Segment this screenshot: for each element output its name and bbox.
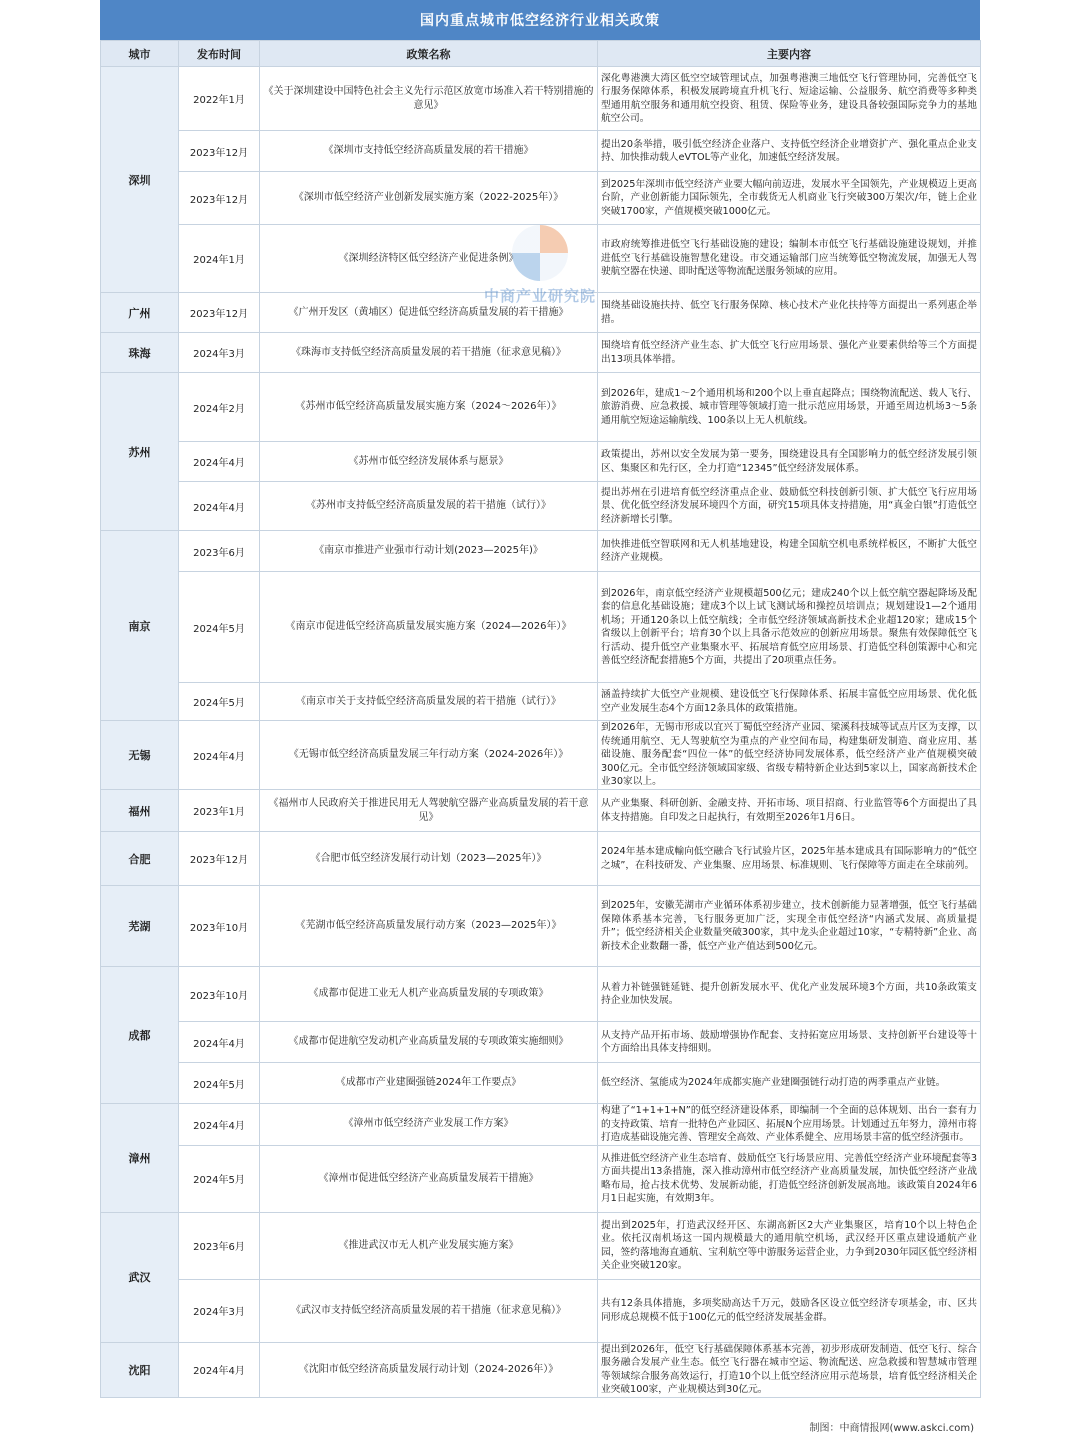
policy-name-cell: 《福州市人民政府关于推进民用无人驾驶航空器产业高质量发展的若干意见》 [260, 790, 598, 832]
source-footer: 制图：中商情报网(www.askci.com) [809, 1423, 974, 1434]
content-cell: 提出到2025年，打造武汉经开区、东湖高新区2大产业集聚区，培育10个以上特色企业。依托汉南机场这一国内规模最大的通用航空机场，武汉经开区重点建设通航产业园，签约落地海直通航、宝利航空等中游服务运营企业，力争到2030年园区低空经济相关企业突破120家。 [598, 1212, 981, 1279]
content-cell: 深化粤港澳大湾区低空空域管理试点，加强粤港澳三地低空飞行管理协同，完善低空飞行服务保障体系，积极发展跨境直升机飞行、短途运输、公益服务、航空消费等多种类型通用航空服务和通用航空投资、租赁、保险等业务，建设具备较强国际竞争力的基地航空公司。 [598, 67, 981, 131]
table-row [101, 1279, 981, 1342]
content-cell: 从支持产品开拓市场、鼓励增强协作配套、支持拓宽应用场景、支持创新平台建设等十个方面给出具体支持细则。 [598, 1022, 981, 1063]
watermark-text: 中商产业研究院 [483, 287, 596, 305]
content-cell: 提出到2026年，低空飞行基础保障体系基本完善，初步形成研发制造、低空飞行、综合服务融合发展产业生态。低空飞行器在城市空运、物流配送、应急救援和智慧城市管理等领域综合服务高效运行，打造10个以上低空经济应用示范场景，培育低空经济相关企业突破100家，产业规模达到30亿元。 [598, 1342, 981, 1397]
policy-table-body [101, 67, 981, 1398]
table-row [101, 531, 981, 572]
date-cell: 2022年1月 [179, 67, 260, 131]
table-row [101, 572, 981, 683]
content-cell: 围绕基础设施扶持、低空飞行服务保障、核心技术产业化扶持等方面提出一系列惠企举措。 [598, 293, 981, 333]
table-row [101, 1342, 981, 1397]
content-cell: 政策提出，苏州以安全发展为第一要务，围绕建设具有全国影响力的低空经济发展引领区、集聚区和先行区，全力打造“12345”低空经济发展体系。 [598, 442, 981, 482]
table-row [101, 790, 981, 832]
header-content: 主要内容 [598, 41, 981, 67]
city-cell: 合肥 [101, 832, 179, 886]
table-row [101, 131, 981, 172]
date-cell: 2024年5月 [179, 1063, 260, 1104]
content-cell: 到2025年深圳市低空经济产业要大幅向前迈进，发展水平全国领先，产业规模迈上更高台阶，产业创新能力国际领先，全市载货无人机商业飞行突破300万架次/年，链上企业突破1700家，产值规模突破1000亿元。 [598, 172, 981, 225]
content-cell: 提出20条举措，吸引低空经济企业落户、支持低空经济企业增资扩产、强化重点企业支持、加快推动载人eVTOL等产业化，加速低空经济发展。 [598, 131, 981, 172]
date-cell: 2024年4月 [179, 1022, 260, 1063]
content-cell: 构建了“1+1+1+N”的低空经济建设体系，即编制一个全面的总体规划、出台一套有力的支持政策、培育一批特色产业园区、拓展N个应用场景。计划通过五年努力，漳州市将打造成基础设施完善、管理安全高效、产业体系健全、应用场景丰富的低空经济强市。 [598, 1104, 981, 1146]
table-row [101, 683, 981, 721]
table-row [101, 967, 981, 1022]
date-cell: 2024年3月 [179, 333, 260, 373]
content-cell: 涵盖持续扩大低空产业规模、建设低空飞行保障体系、拓展丰富低空应用场景、优化低空产业发展生态4个方面12条具体的政策措施。 [598, 683, 981, 721]
date-cell: 2024年3月 [179, 1279, 260, 1342]
city-cell: 深圳 [101, 67, 179, 293]
policy-name-cell: 《南京市推进产业强市行动计划(2023—2025年)》 [260, 531, 598, 572]
date-cell: 2023年12月 [179, 293, 260, 333]
policy-name-cell: 《珠海市支持低空经济高质量发展的若干措施（征求意见稿）》 [260, 333, 598, 373]
date-cell: 2023年1月 [179, 790, 260, 832]
date-cell: 2024年5月 [179, 572, 260, 683]
date-cell: 2024年4月 [179, 1104, 260, 1146]
table-row [101, 333, 981, 373]
date-cell: 2023年6月 [179, 531, 260, 572]
policy-name-cell: 《苏州市支持低空经济高质量发展的若干措施（试行）》 [260, 482, 598, 531]
date-cell: 2024年1月 [179, 225, 260, 293]
policy-name-cell: 《关于深圳建设中国特色社会主义先行示范区放宽市场准入若干特别措施的意见》 [260, 67, 598, 131]
city-cell: 珠海 [101, 333, 179, 373]
policy-name-cell: 《成都市产业建圈强链2024年工作要点》 [260, 1063, 598, 1104]
policy-name-cell: 《推进武汉市无人机产业发展实施方案》 [260, 1212, 598, 1279]
date-cell: 2023年12月 [179, 172, 260, 225]
policy-name-cell: 《成都市促进航空发动机产业高质量发展的专项政策实施细则》 [260, 1022, 598, 1063]
content-cell: 2024年基本建成輸向低空融合飞行试验片区，2025年基本建成具有国际影响力的“低空之城”，在科技研发、产业集聚、应用场景、标准规则、飞行保障等方面走在全球前列。 [598, 832, 981, 886]
table-row [101, 1022, 981, 1063]
content-cell: 到2026年，无锡市形成以宜兴丁蜀低空经济产业园、梁溪科技城等试点片区为支撑，以传统通用航空、无人驾驶航空为重点的产业空间布局，构建集研发制造、商业应用、基础设施、服务配套“四位一体”的低空经济协同发展体系，低空经济产业产值规模突破300亿元。全市低空经济领域国家级、省级专精特新企业达到5家以上，国家高新技术企业30家以上。 [598, 721, 981, 790]
table-row [101, 225, 981, 293]
content-cell: 市政府统筹推进低空飞行基础设施的建设；编制本市低空飞行基础设施建设规划，并推进低空飞行基础设施智慧化建设。市交通运输部门应当统筹低空物流发展，加强无人驾驶航空器在快递、即时配送等物流配送服务领域的应用。 [598, 225, 981, 293]
city-cell: 武汉 [101, 1212, 179, 1342]
content-cell: 到2026年，南京低空经济产业规模超500亿元；建成240个以上低空航空器起降场及配套的信息化基础设施；建成3个以上试飞测试场和操控员培训点；规划建设1—2个通用机场；开通120条以上低空航线；全市低空经济领域高新技术企业超120家；建成15个省级以上创新平台；培育30个以上具备示范效应的创新应用场景。聚焦有效保障低空飞行活动、提升低空产业集聚水平、拓展培育低空应用场景、打造低空科创策源中心和完善低空经济配套措施5个方面，共提出了20项重点任务。 [598, 572, 981, 683]
date-cell: 2023年6月 [179, 1212, 260, 1279]
header-row [101, 41, 981, 67]
table-row [101, 1104, 981, 1146]
policy-name-cell: 《无锡市低空经济高质量发展三年行动方案（2024-2026年）》 [260, 721, 598, 790]
date-cell: 2024年4月 [179, 482, 260, 531]
table-row [101, 482, 981, 531]
policy-name-cell: 《漳州市促进低空经济产业高质量发展若干措施》 [260, 1145, 598, 1212]
city-cell: 广州 [101, 293, 179, 333]
table-row [101, 1212, 981, 1279]
header-policy: 政策名称 [260, 41, 598, 67]
policy-name-cell: 《广州开发区（黄埔区）促进低空经济高质量发展的若干措施》 [260, 293, 598, 333]
city-cell: 福州 [101, 790, 179, 832]
policy-name-cell: 《成都市促进工业无人机产业高质量发展的专项政策》 [260, 967, 598, 1022]
table-row [101, 172, 981, 225]
content-cell: 围绕培育低空经济产业生态、扩大低空飞行应用场景、强化产业要素供给等三个方面提出13项具体举措。 [598, 333, 981, 373]
header-city: 城市 [101, 41, 179, 67]
content-cell: 低空经济、氢能成为2024年成都实施产业建圈强链行动打造的两季重点产业链。 [598, 1063, 981, 1104]
policy-name-cell: 《沈阳市低空经济高质量发展行动计划（2024-2026年）》 [260, 1342, 598, 1397]
table-row [101, 1145, 981, 1212]
city-cell: 无锡 [101, 721, 179, 790]
city-cell: 芜湖 [101, 886, 179, 967]
content-cell: 加快推进低空智联网和无人机基地建设，构建全国航空机电系统样板区，不断扩大低空经济产业规模。 [598, 531, 981, 572]
table-title: 国内重点城市低空经济行业相关政策 [100, 0, 980, 40]
table-row [101, 721, 981, 790]
content-cell: 从产业集聚、科研创新、金融支持、开拓市场、项目招商、行业监管等6个方面提出了具体支持措施。自印发之日起执行，有效期至2026年1月6日。 [598, 790, 981, 832]
table-row [101, 442, 981, 482]
policy-page [100, 0, 980, 1398]
policy-name-cell: 《苏州市低空经济发展体系与愿景》 [260, 442, 598, 482]
date-cell: 2024年4月 [179, 442, 260, 482]
table-row [101, 373, 981, 442]
date-cell: 2023年12月 [179, 131, 260, 172]
policy-name-cell: 《漳州市低空经济产业发展工作方案》 [260, 1104, 598, 1146]
table-row [101, 832, 981, 886]
content-cell: 从着力补链强链延链、提升创新发展水平、优化产业发展环境3个方面，共10条政策支持企业加快发展。 [598, 967, 981, 1022]
date-cell: 2024年4月 [179, 721, 260, 790]
date-cell: 2024年2月 [179, 373, 260, 442]
content-cell: 到2026年，建成1～2个通用机场和200个以上垂直起降点；围绕物流配送、载人飞行、旅游消费、应急救援、城市管理等领域打造一批示范应用场景，开通至周边机场3～5条通用航空短途运输航线、100条以上无人机航线。 [598, 373, 981, 442]
header-date: 发布时间 [179, 41, 260, 67]
policy-name-cell: 《深圳经济特区低空经济产业促进条例》 [260, 225, 598, 293]
table-row [101, 886, 981, 967]
date-cell: 2023年10月 [179, 967, 260, 1022]
table-row [101, 67, 981, 131]
policy-name-cell: 《芜湖市低空经济高质量发展行动方案（2023—2025年）》 [260, 886, 598, 967]
policy-table [100, 40, 981, 1398]
city-cell: 漳州 [101, 1104, 179, 1213]
policy-name-cell: 《南京市促进低空经济高质量发展实施方案（2024—2026年）》 [260, 572, 598, 683]
content-cell: 提出苏州在引进培育低空经济重点企业、鼓励低空科技创新引领、扩大低空飞行应用场景、优化低空经济发展环境四个方面，研究15项具体支持措施，用“真金白银”打造低空经济新增长引擎。 [598, 482, 981, 531]
policy-name-cell: 《合肥市低空经济发展行动计划（2023—2025年）》 [260, 832, 598, 886]
content-cell: 到2025年，安徽芜湖市产业循环体系初步建立，技术创新能力显著增强，低空飞行基础保障体系基本完善，飞行服务更加广泛，实现全市低空经济“内涵式发展、高质量提升”；低空经济相关企业数量突破300家，其中龙头企业超过10家，“专精特新”企业、高新技术企业数翻一番，低空产业产值达到500亿元。 [598, 886, 981, 967]
city-cell: 苏州 [101, 373, 179, 531]
table-row [101, 293, 981, 333]
content-cell: 共有12条具体措施，多项奖励高达千万元，鼓励各区设立低空经济专项基金，市、区共同形成总规模不低于100亿元的低空经济发展基金群。 [598, 1279, 981, 1342]
policy-name-cell: 《南京市关于支持低空经济高质量发展的若干措施（试行）》 [260, 683, 598, 721]
table-row [101, 1063, 981, 1104]
city-cell: 南京 [101, 531, 179, 721]
city-cell: 沈阳 [101, 1342, 179, 1397]
policy-name-cell: 《深圳市低空经济产业创新发展实施方案（2022-2025年）》 [260, 172, 598, 225]
policy-name-cell: 《武汉市支持低空经济高质量发展的若干措施（征求意见稿）》 [260, 1279, 598, 1342]
city-cell: 成都 [101, 967, 179, 1104]
date-cell: 2024年4月 [179, 1342, 260, 1397]
date-cell: 2023年12月 [179, 832, 260, 886]
date-cell: 2023年10月 [179, 886, 260, 967]
content-cell: 从推进低空经济产业生态培育、鼓励低空飞行场景应用、完善低空经济产业环境配套等3方面共提出13条措施，深入推动漳州市低空经济产业高质量发展，加快低空经济产业战略布局，抢占技术优势、发展新动能，打造低空经济创新发展高地。该政策自2024年6月1日起实施，有效期3年。 [598, 1145, 981, 1212]
policy-name-cell: 《深圳市支持低空经济高质量发展的若干措施》 [260, 131, 598, 172]
date-cell: 2024年5月 [179, 1145, 260, 1212]
date-cell: 2024年5月 [179, 683, 260, 721]
policy-name-cell: 《苏州市低空经济高质量发展实施方案（2024～2026年）》 [260, 373, 598, 442]
